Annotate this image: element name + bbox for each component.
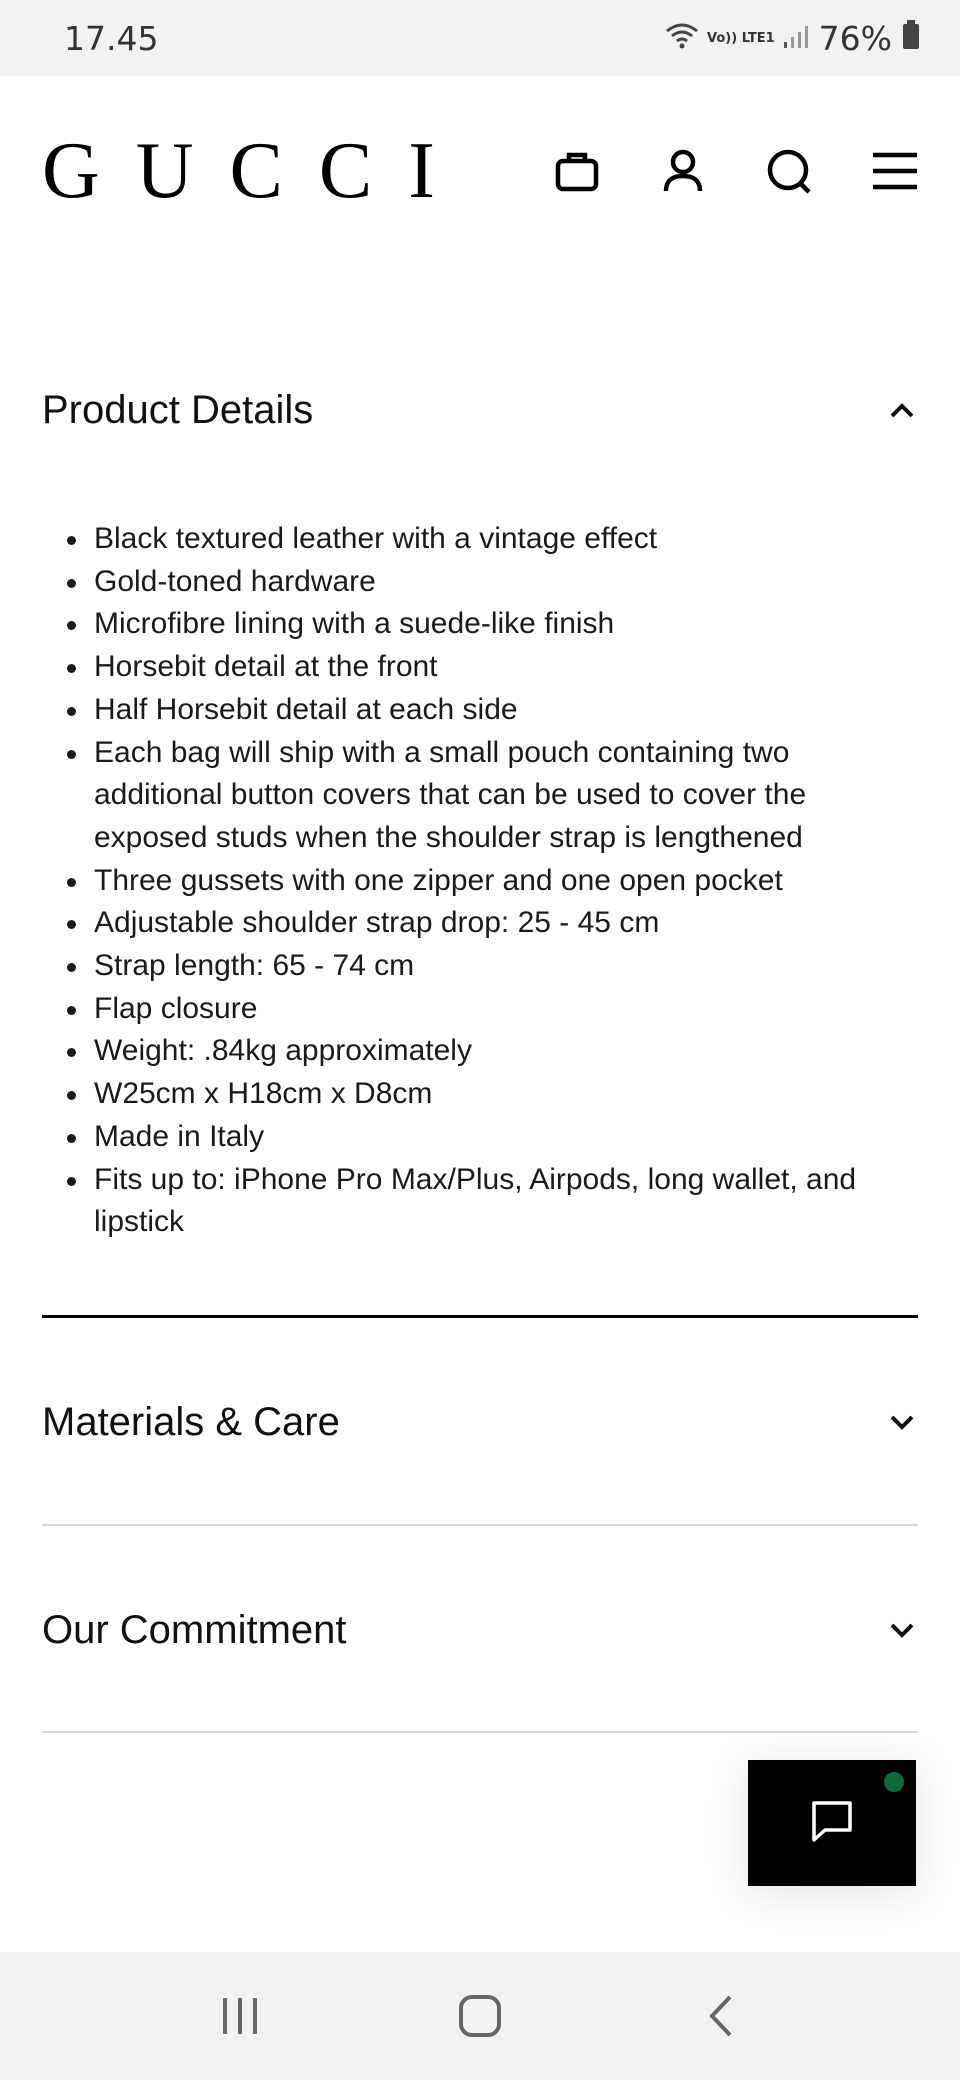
- wifi-icon: [665, 19, 699, 58]
- gucci-logo[interactable]: GUCCI: [42, 127, 471, 215]
- header-icons: [554, 148, 918, 194]
- back-icon[interactable]: [690, 1986, 750, 2046]
- status-bar: [0, 0, 960, 76]
- site-header: [0, 76, 960, 266]
- battery-percent: 76%: [818, 18, 892, 58]
- status-icons: [665, 19, 809, 58]
- account-icon[interactable]: [660, 148, 706, 194]
- recent-apps-icon[interactable]: [210, 1986, 270, 2046]
- detail-list-item: Weight: .84kg approximately: [52, 1030, 912, 1073]
- status-indicators: [665, 19, 920, 58]
- detail-list-item: Fits up to: iPhone Pro Max/Plus, Airpods, long wallet, and lipstick: [52, 1159, 912, 1244]
- detail-list-item: Microfibre lining with a suede-like finish: [52, 603, 912, 646]
- chat-button[interactable]: [748, 1760, 916, 1886]
- detail-list-item: Strap length: 65 - 74 cm: [52, 945, 912, 988]
- materials-care-title: Materials & Care: [42, 1399, 340, 1444]
- chevron-down-icon[interactable]: [886, 1406, 918, 1438]
- detail-list-item: Three gussets with one zipper and one open pocket: [52, 860, 912, 903]
- accordion-product-details[interactable]: [42, 380, 918, 440]
- shopping-bag-icon[interactable]: [554, 148, 600, 194]
- detail-list-item: Made in Italy: [52, 1116, 912, 1159]
- divider: [42, 1315, 918, 1318]
- detail-list-item: Black textured leather with a vintage effect: [52, 518, 912, 561]
- home-icon[interactable]: [450, 1986, 510, 2046]
- detail-list-item: Adjustable shoulder strap drop: 25 - 45 cm: [52, 902, 912, 945]
- detail-list-item: Flap closure: [52, 988, 912, 1031]
- battery-icon: [902, 19, 920, 58]
- chat-online-indicator: [884, 1772, 904, 1792]
- product-details-title: Product Details: [42, 387, 314, 432]
- detail-list-item: Horsebit detail at the front: [52, 646, 912, 689]
- chevron-down-icon[interactable]: [886, 1614, 918, 1646]
- detail-list-item: W25cm x H18cm x D8cm: [52, 1073, 912, 1116]
- signal-icon: [783, 19, 809, 58]
- product-details-list: [52, 518, 912, 1244]
- divider: [42, 1731, 918, 1733]
- accordion-materials-care[interactable]: [42, 1392, 918, 1452]
- accordion-our-commitment[interactable]: [42, 1600, 918, 1660]
- status-time: 17.45: [64, 18, 159, 58]
- menu-icon[interactable]: [872, 148, 918, 194]
- network-label: Vo)) LTE1: [707, 30, 775, 46]
- search-icon[interactable]: [766, 148, 812, 194]
- detail-list-item: Each bag will ship with a small pouch containing two additional button covers that can be used to cover the exposed studs when the shoulder strap is lengthened: [52, 732, 912, 860]
- system-nav-bar: [0, 1952, 960, 2080]
- detail-list-item: Gold-toned hardware: [52, 561, 912, 604]
- divider: [42, 1524, 918, 1526]
- chat-bubble-icon: [809, 1798, 855, 1849]
- our-commitment-title: Our Commitment: [42, 1607, 347, 1652]
- chevron-up-icon[interactable]: [886, 394, 918, 426]
- detail-list-item: Half Horsebit detail at each side: [52, 689, 912, 732]
